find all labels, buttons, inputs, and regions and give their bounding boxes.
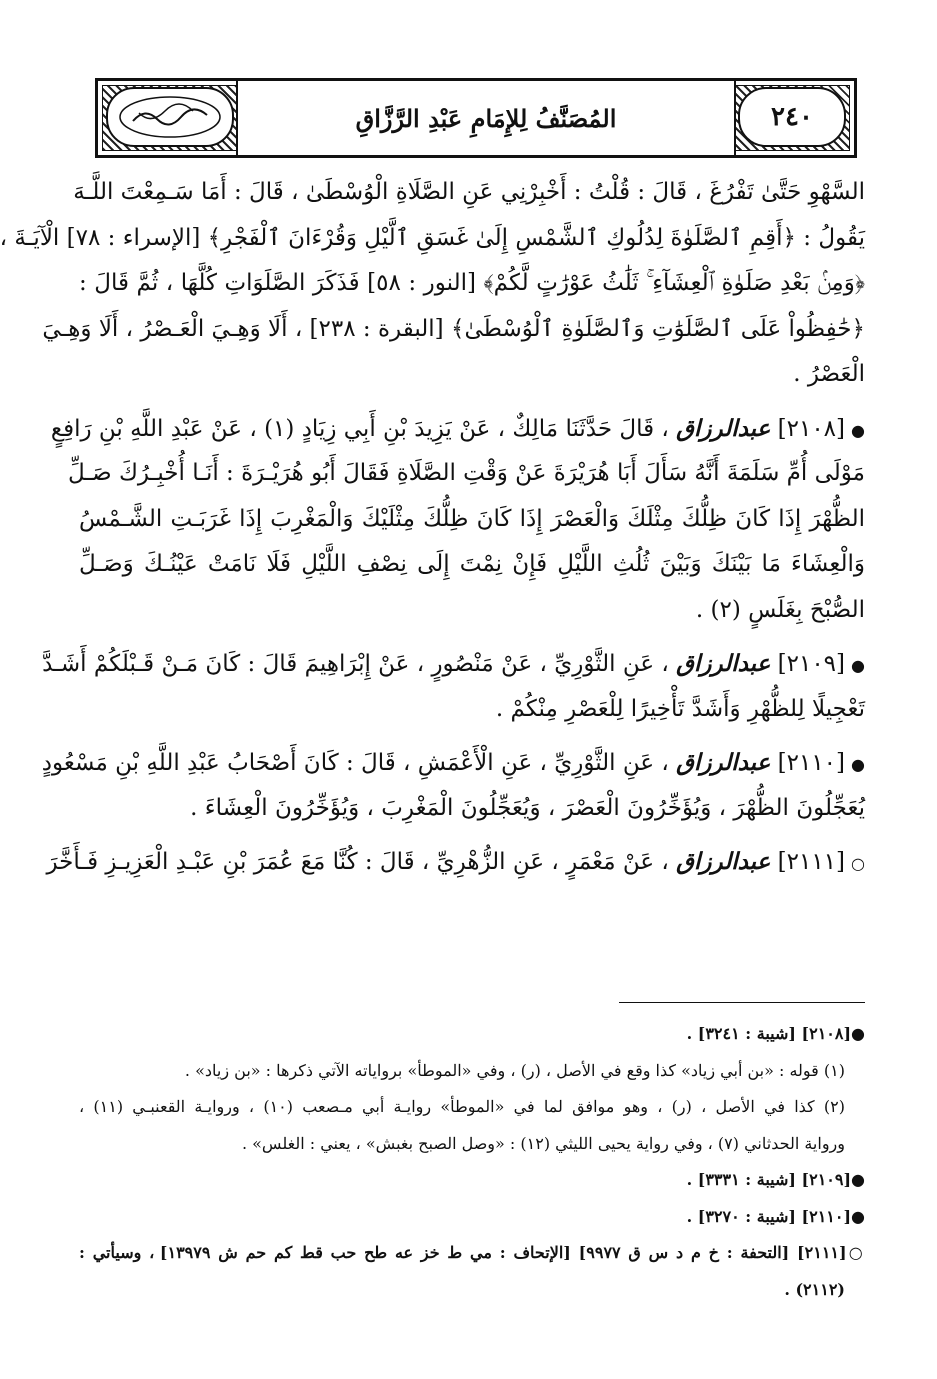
narrator-name: عبدالرزاق	[676, 414, 771, 442]
entry-number: [٢١١٠]	[777, 750, 846, 776]
narrator-name: عبدالرزاق	[676, 749, 771, 776]
footnote-line	[79, 1053, 865, 1090]
footnotes	[79, 1016, 865, 1308]
entry-text: ، عَنِ الثَّوْرِيِّ ، عَنِ الْأَعْمَشِ ، قَالَ : كَانَ أَصْحَابُ عَبْدِ اللَّهِ بْنِ مَسْعُودٍ	[41, 750, 669, 776]
header-title-band	[236, 81, 736, 155]
page-number-box	[738, 87, 846, 147]
entry-marker: ○	[851, 854, 865, 873]
narrator-name: عبدالرزاق	[676, 848, 771, 875]
text-line: يُعَجِّلُونَ الظُّهْرَ ، وَيُؤَخِّرُونَ الْعَصْرَ ، وَيُعَجِّلُونَ الْمَغْرِبَ ، وَيُؤَخِّرُونَ الْعِشَاءَ .	[190, 794, 865, 821]
page-header	[95, 78, 857, 158]
text-line: ﴿حَٰفِظُواْ عَلَى ٱلصَّلَوَٰتِ وَٱلصَّلَوٰةِ ٱلْوُسْطَىٰ﴾ [البقرة : ٢٣٨] ، أَلَا وَهِـيَ الْعَـصْرُ ، أَلَا وَهِـيَ	[42, 315, 865, 342]
text-line: وَالْعِشَاءَ مَا بَيْنَكَ وَبَيْنَ ثُلُثِ اللَّيْلِ فَإِنْ نِمْتَ إِلَى نِصْفِ اللَّيْلِ فَلَا نَامَتْ عَيْنُـكَ وَصَـلِّ	[79, 551, 865, 577]
book-seal	[106, 87, 234, 147]
entry-number: [٢١٠٩]	[777, 651, 846, 677]
text-line: تَعْجِيلًا لِلظُّهْرِ وَأَشَدَّ تَأْخِيرًا لِلْعَصْرِ مِنْكُمْ .	[495, 695, 865, 722]
entry-number: [٢١١١]	[777, 849, 846, 875]
footnote-text: (١) قوله : «بن أبي زياد» كذا وقع في الأصل ، (ر) ، وفي «الموطأ» برواياته الآتي ذكرها : «بن زياد» .	[184, 1060, 845, 1080]
intro-paragraph	[0, 170, 865, 398]
text-line: الظُّهْرَ إِذَا كَانَ ظِلُّكَ مِثْلَكَ وَالْعَصْرَ إِذَا كَانَ ظِلُّكَ مِثْلَيْكَ وَالْمَغْرِبَ إِذَا غَرَبَـتِ الشَّـمْسُ	[79, 505, 865, 532]
book-title: المُصَنَّفُ لِلإِمَامِ عَبْدِ الرَّزَّاقِ	[355, 103, 617, 133]
hadith-entry-2108	[50, 406, 865, 634]
entry-first-line	[50, 406, 865, 452]
footnote-text: (٢١١٢) .	[784, 1279, 845, 1299]
entry-marker: ●	[851, 420, 865, 440]
text-line: الْعَصْرُ .	[793, 361, 865, 387]
text-line: ﴿وَمِنۢ بَعْدِ صَلَوٰةِ ٱلْعِشَآءِ ۚ ثَلَٰثُ عَوْرَٰتٍ لَّكُمْ﴾ [النور : ٥٨] فَذَكَرَ الصَّلَوَاتِ كُلَّهَا ، ثُمَّ قَالَ :	[79, 270, 865, 296]
entry-first-line	[46, 839, 865, 885]
footnote-line	[79, 1235, 865, 1272]
entry-text: ، قَالَ حَدَّثَنَا مَالِكٌ ، عَنْ يَزِيدَ بْنِ أَبِي زِيَادٍ (١) ، عَنْ عَبْدِ اللَّهِ بْنِ رَافِعٍ	[50, 415, 669, 442]
entry-marker: ●	[851, 656, 865, 675]
footnote-text: ورواية الحدثاني (٧) ، وفي رواية يحيى الليثي (١٢) : «وصل الصبح بغبش» ، يعني : الغلس» .	[241, 1133, 845, 1153]
text-line: مَوْلَى أُمِّ سَلَمَةَ أَنَّهُ سَأَلَ أَبَا هُرَيْرَةَ عَنْ وَقْتِ الصَّلَاةِ فَقَالَ أَبُو هُرَيْـرَةَ : أَنَـا أُخْبِـرُكَ صَـلِّ	[67, 460, 865, 486]
text-line: السَّهْوِ حَتَّىٰ تَفْرُغَ ، قَالَ : قُلْتُ : أَخْبِرْنِي عَنِ الصَّلَاةِ الْوُسْطَىٰ ، قَالَ : أَمَا سَـمِعْتَ اللَّـهَ	[73, 179, 865, 205]
footnote-text: ●[٢١١٠] [شيبة : ٣٢٧٠] .	[686, 1206, 865, 1226]
page-number: ٢٤٠	[771, 102, 813, 132]
footnote-line	[79, 1199, 865, 1236]
footnote-text: ●[٢١٠٩] [شيبة : ٣٣٣١] .	[686, 1170, 865, 1189]
footnote-line	[79, 1016, 865, 1053]
main-text	[0, 170, 865, 885]
footnote-line	[79, 1162, 865, 1199]
hadith-entry-2111	[46, 839, 865, 885]
footnote-text: ○[٢١١١] [التحفة : خ م د س ق ٩٩٧٧] [الإتحاف : مي ط خز عه طح حب قط كم حم ش ١٣٩٧٩] ، وسيأتي :	[79, 1243, 866, 1262]
entry-text: ، عَنِ الثَّوْرِيِّ ، عَنْ مَنْصُورٍ ، عَنْ إِبْرَاهِيمَ قَالَ : كَانَ مَـنْ قَـبْلَكُمْ أَشَـدَّ	[42, 651, 669, 677]
footnote-line	[79, 1089, 865, 1126]
entry-first-line	[42, 641, 865, 687]
entry-marker: ●	[851, 755, 865, 774]
hadith-entry-2110	[41, 740, 865, 831]
hadith-entry-2109	[42, 641, 865, 732]
narrator-name: عبدالرزاق	[676, 650, 771, 677]
footnote-text: ●[٢١٠٨] [شيبة : ٣٢٤١] .	[686, 1024, 865, 1043]
footnote-text: (٢) كذا في الأصل ، (ر) ، وهو موافق لما في «الموطأ» روايـة أبي مـصعب (١٠) ، وروايـة القعنبـي (١١) ،	[79, 1097, 845, 1116]
entry-text: ، عَنْ مَعْمَرٍ ، عَنِ الزُّهْرِيِّ ، قَالَ : كُنَّا مَعَ عُمَرَ بْنِ عَبْـدِ الْعَزِيـزِ فَـأَخَّرَ	[46, 849, 669, 875]
footnote-line	[79, 1126, 865, 1163]
footnote-separator	[619, 1002, 865, 1003]
entry-number: [٢١٠٨]	[777, 415, 846, 442]
text-line: يَقُولُ : ﴿أَقِمِ ٱلصَّلَوٰةَ لِدُلُوكِ ٱلشَّمْسِ إِلَىٰ غَسَقِ ٱلَّيْلِ وَقُرْءَانَ ٱلْفَجْرِ﴾ [الإسراء : ٧٨] الْآيَـةَ ،	[0, 224, 865, 251]
footnote-line	[79, 1272, 865, 1309]
entry-first-line	[41, 740, 865, 786]
calligraphy-seal-icon	[115, 93, 225, 141]
text-line: الصُّبْحَ بِغَلَسٍ (٢) .	[695, 596, 865, 623]
